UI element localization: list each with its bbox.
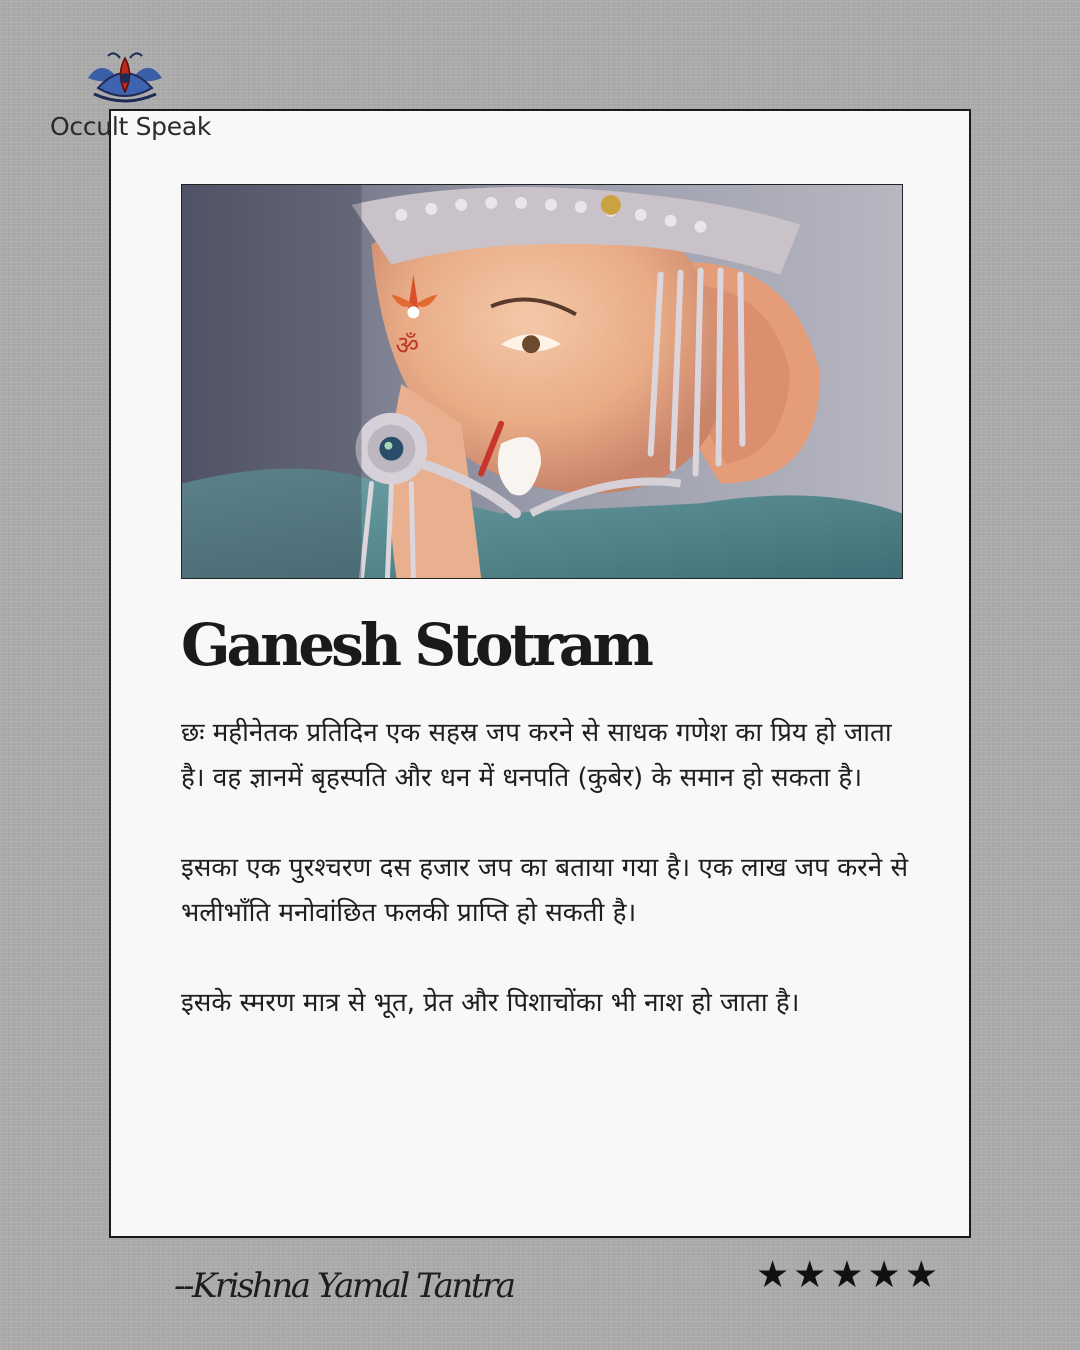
post-title: Ganesh Stotram	[181, 611, 650, 679]
post-body	[181, 711, 911, 1071]
paragraph-2: इसका एक पुरश्चरण दस हजार जप का बताया गया है। एक लाख जप करने से भलीभाँति मनोवांछित फलकी प्राप्ति हो सकती है।	[181, 853, 909, 928]
star-icon: ★	[830, 1253, 864, 1296]
star-icon: ★	[904, 1253, 938, 1296]
source-attribution: --Krishna Yamal Tantra	[174, 1266, 514, 1306]
star-icon: ★	[756, 1253, 790, 1296]
brand-logo	[50, 48, 210, 148]
paragraph-3: इसके स्मरण मात्र से भूत, प्रेत और पिशाचोंका भी नाश हो जाता है।	[181, 988, 800, 1018]
ganesha-photo	[181, 184, 903, 579]
star-rating	[756, 1253, 938, 1296]
brand-name: Occult Speak	[50, 112, 212, 141]
star-icon: ★	[867, 1253, 901, 1296]
svg-text:ॐ: ॐ	[395, 331, 420, 362]
ganesha-image-icon	[182, 185, 902, 578]
paragraph-1: छः महीनेतक प्रतिदिन एक सहस्र जप करने से साधक गणेश का प्रिय हो जाता है। वह ज्ञानमें बृहस्पति और धन में धनपति (कुबेर) के समान हो सकता है।	[181, 718, 892, 793]
star-icon: ★	[793, 1253, 827, 1296]
post-card	[109, 109, 971, 1238]
lotus-eye-icon	[80, 48, 170, 110]
